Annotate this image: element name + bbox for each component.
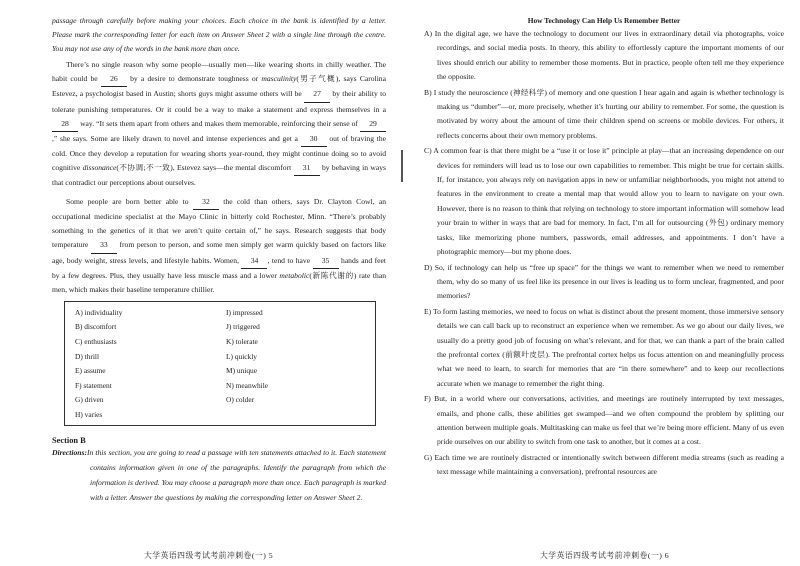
paragraph-b: B) I study the neuroscience (神经科学) of memory and one question I hear again and again is whether technology is making us “dumber”—or, more precisely, whether it’s hurting our ability to remember. For some, the question is motivated by worry about the amount of time their children spend on screens or mobile devices. For others, it reflects concerns about their own memory problems. [424,87,784,140]
instr-line: than once. [208,44,240,54]
blank-32: 32 [193,195,219,210]
paragraph-e: E) To form lasting memories, we need to focus on what is distinct about the present moment, those immersive sensory details we can call back up to reconstruct an experience when we remember. As we go about our daily lives, we usually do a pretty good job of focusing on what’s relevant, and for that, we can thank a part of the brain called the prefrontal cortex (前额叶皮层). The prefrontal cortex helps us focus attention on and meaningfully process what we need to learn, to search for memories that are “in there somewhere” and to keep our recollections accurate when we manage to remember the right thing. [424,306,784,388]
word-bank-item: K) tolerate [226,336,258,346]
passage-paragraph-2: Some people are born better able to 32 the cold than others, says Dr. Clayton Cowl, an occupational medicine specialist at the Mayo Clinic in bitterly cold Rochester, Minn. “There’s probably something to the genetics of it that we aren’t quite certain of,” he says. Research suggests that body temperature 33 from person to person, and some men simply get warm quickly based on factors like age, body weight, stress levels, and lifestyle habits. Women, 34 , tend to have 35 hands and feet by a few degrees. Plus, they usually have less muscle mass and a lower metabolic(新陈代谢的) rate than men, which makes their baseline temperature chillier. [52,197,386,294]
right-footer: 大学英语四级考试考前冲刺卷(一) 6 [540,551,670,560]
word-bank-item: M) unique [226,366,257,376]
paragraph-c: C) A common fear is that there might be a “use it or lose it” principle at play—that an increasing dependence on our devices for reminders will lead us to lose our own capabilities to remember. This might be true for certain skills. If, for instance, you always rely on navigation apps in new or unfamiliar neighborhoods, you might not attend to features in the environment to create a mental map that would allow you to learn to navigate on your own. However, there is no reason to think that relying on technology to store important information will somehow lead your brain to wither in ways that are bad for memory. In fact, I’m all for outsourcing (外包) ordinary memory tasks, like memorizing phone numbers, passwords, email addresses, and appointments. I don’t have a photographic memory—but my phone does. [424,146,784,257]
instr-line: identified by a letter. Please mark the corresponding letter for each item on Answer Sheet 2 [52,16,387,40]
word-bank-item: H) varies [75,409,103,419]
instr-line: passage through carefully before making your choices. Each choice in the bank is [52,16,317,25]
word-bank-item: I) impressed [226,307,263,317]
blank-28: 28 [52,117,78,132]
passage-title: How Technology Can Help Us Remember Better [527,16,681,25]
word-bank-item: L) quickly [226,351,257,361]
paragraph-d: D) So, if technology can help us “free up space” for the things we want to remember when we need to remember them, why do so many of us feel like its presence in our lives is leading us to form unclear, fragmented, and poor memories? [424,262,784,301]
blank-29: 29 [360,117,386,132]
instr-line: with a single line through the centre. You may not use any of the words in the bank more [52,30,387,54]
word-bank-item: N) meanwhile [226,380,269,390]
section-b-directions: Directions:In this section, you are going to read a passage with ten statements attached to it. Each statement contains information given in one of the paragraphs. Identify the paragraph from which the information is derived. You may choose a paragraph more than once. Each paragraph is marked with a letter. Answer the questions by making the corresponding letter on Answer Sheet 2. [52,447,386,502]
blank-27: 27 [304,87,330,102]
word-bank-item: C) enthusiasts [75,336,117,346]
blank-33: 33 [91,238,117,253]
word-bank-item: E) assume [75,366,106,376]
word-bank-item: J) triggered [226,322,260,332]
blank-30: 30 [301,132,327,147]
section-b-heading: Section B [52,435,86,445]
word-bank-item: D) thrill [75,351,100,361]
paragraph-g: G) Each time we are routinely distracted or intentionally switch between different media streams (such as reading a text message while maintaining a conversation), prefrontal resources are [424,452,784,477]
blank-35: 35 [313,254,339,269]
word-bank-item: B) discomfort [75,322,117,332]
right-page [400,0,800,566]
word-bank [64,301,376,426]
paragraph-a: A) In the digital age, we have the technology to document our lives in extraordinary detail via photographs, voice recordings, and social media posts. In theory, this ability to effortlessly capture the important moments of our lives should enrich our ability to remember those moments. But in practice, people often tell me they experience the opposite. [424,29,784,82]
word-bank-item: F) statement [75,380,112,390]
word-bank-left-column [75,306,216,423]
paragraph-f: F) But, in a world where our conversations, activities, and meetings are routinely interrupted by text messages, emails, and phone calls, these abilities get swamped—and we often compound the problem by splitting our attention between multiple goals. Multitasking can make us feel that we’re being more efficient. Many of us even pride ourselves on our ability to switch from one task to another, but it comes at a cost. [424,394,785,447]
passage-paragraph-1: There’s no single reason why some people—usually men—like wearing shorts in chilly weather. The habit could be 26 by a desire to demonstrate toughness or masculinity(男子气概), says Carolina Estevez, a psychologist based in Austin; shorts guys might assume others will be 27 by their ability to tolerate punishing temperatures. Or it could be a way to make a statement and express themselves in a 28 way. “It sets them apart from others and makes them memorable, reinforcing their sense of 29,” she says. Some are likely drawn to novel and intense experiences and get a 30 out of braving the cold. Once they develop a reputation for wearing shorts year-round, they might continue doing so to avoid cognitive dissonance(不协调;不一致), Estevez says—the mental discomfort 31 by behaving in ways that contradict our perceptions about ourselves. [52,60,387,188]
blank-34: 34 [241,254,267,269]
blank-26: 26 [101,72,127,87]
instructions-continued [52,14,386,56]
word-bank-right-column [226,306,367,423]
word-bank-item: O) colder [226,395,255,405]
blank-31: 31 [294,161,320,176]
word-bank-item: G) driven [75,395,104,405]
word-bank-item: A) individuality [75,307,123,317]
left-footer: 大学英语四级考试考前冲刺卷(一) 5 [144,551,274,560]
